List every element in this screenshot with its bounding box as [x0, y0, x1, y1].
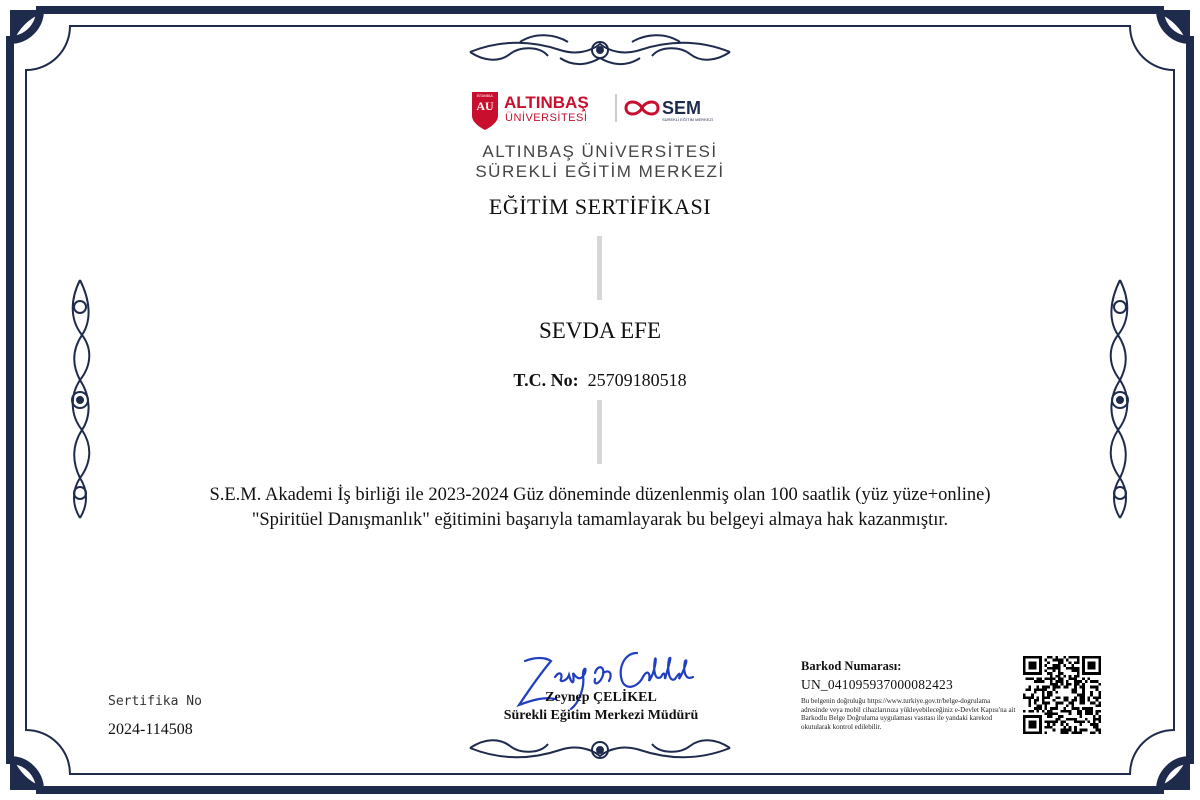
certificate-body: [0, 483, 1200, 533]
signatory-block: [480, 689, 722, 725]
barcode-value: UN_041095937000082423: [801, 677, 953, 692]
tc-value: 25709180518: [587, 370, 687, 390]
crest-city: İSTANBUL: [476, 94, 494, 98]
institution-line-2: SÜREKLİ EĞİTİM MERKEZİ: [475, 162, 725, 181]
bottom-ornament: [470, 740, 730, 758]
certificate-no-label: Sertifika No: [108, 694, 202, 709]
infinity-loop-icon: [626, 102, 658, 114]
signatory-name: Zeynep ÇELİKEL: [545, 690, 657, 705]
university-crest-icon: [470, 88, 732, 132]
body-line-2: "Spiritüel Danışmanlık" eğitimini başarıyla tamamlayarak bu belgeyi almaya hak kazanmıştır.: [251, 510, 949, 530]
sem-name: SEM: [662, 98, 702, 118]
top-ornament: [470, 35, 730, 64]
certificate-title: EĞİTİM SERTİFİKASI: [488, 194, 712, 219]
institution-line-1: ALTINBAŞ ÜNİVERSİTESİ: [482, 142, 718, 161]
signatory-title: Sürekli Eğitim Merkezi Müdürü: [503, 708, 699, 723]
university-sub: ÜNİVERSİTESİ: [505, 112, 588, 124]
body-line-1: S.E.M. Akademi İş birliği ile 2023-2024 Güz döneminde düzenlenmiş olan 100 saatlik (yüz yüze+online): [209, 485, 991, 505]
header-logo: [470, 88, 732, 132]
tc-number-line: [0, 370, 1200, 391]
qr-code-icon[interactable]: [1023, 656, 1101, 734]
barcode-label: Barkod Numarası:: [801, 659, 902, 673]
tc-label: T.C. No:: [513, 370, 579, 390]
crest-letters: AU: [476, 99, 494, 113]
barcode-note: Bu belgenin doğruluğu https://www.turkiye.gov.tr/belge-dogrulama adresinde veya mobil cihazlarınıza yükleyebileceğiniz e-Devlet Kapısı'na ait Barkodlu Belge Doğrulama uygulaması vasıtası ile yandaki karekod okutularak kontrol edilebilir.: [801, 697, 1016, 731]
sem-sub: SÜREKLİ EĞİTİM MERKEZİ: [662, 117, 713, 122]
divider-bottom: [597, 400, 602, 464]
barcode-block: [801, 659, 1016, 731]
recipient-name: SEVDA EFE: [538, 318, 662, 343]
divider-top: [597, 236, 602, 300]
university-name: ALTINBAŞ: [504, 93, 589, 112]
certificate-no-value: 2024-114508: [108, 721, 193, 738]
